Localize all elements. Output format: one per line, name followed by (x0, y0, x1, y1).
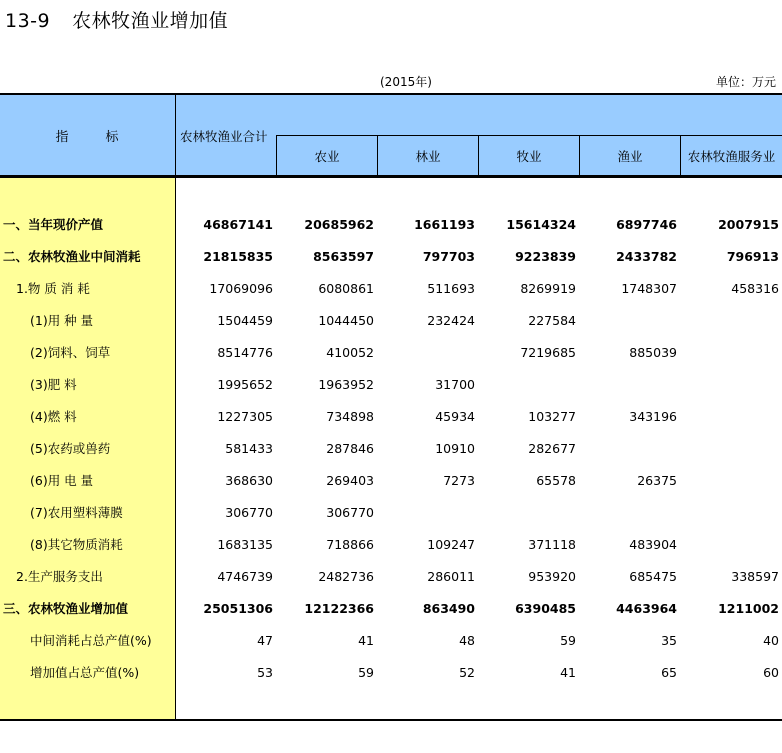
table-cell: 10910 (435, 441, 475, 456)
table-cell (679, 305, 779, 337)
table-cell: 6897746 (616, 217, 677, 232)
table-cell: 227584 (528, 313, 576, 328)
table-row (0, 625, 782, 657)
table-row (0, 529, 782, 561)
table-cell (476, 369, 576, 401)
table-row (0, 337, 782, 369)
table-cell: 458316 (731, 281, 779, 296)
header-forestry: 林业 (415, 148, 441, 164)
row-label: (5)农药或兽药 (30, 441, 111, 456)
table-cell: 797703 (422, 249, 475, 264)
row-label: (3)肥 料 (30, 377, 77, 392)
table-cell: 8563597 (313, 249, 374, 264)
table-cell: 581433 (225, 441, 273, 456)
header-animal-husbandry: 牧业 (516, 148, 542, 164)
row-label: (4)燃 料 (30, 409, 77, 424)
table-cell (679, 497, 779, 529)
row-label: 增加值占总产值(%) (30, 665, 140, 680)
row-label: (6)用 电 量 (30, 473, 94, 488)
table-cell: 483904 (629, 537, 677, 552)
row-label: 中间消耗占总产值(%) (30, 633, 152, 648)
table-number: 13-9 (5, 10, 51, 32)
table-row (0, 561, 782, 593)
table-cell: 371118 (528, 537, 576, 552)
table-cell (577, 433, 677, 465)
table-row (0, 593, 782, 625)
table-cell (679, 529, 779, 561)
table-cell: 4746739 (217, 569, 273, 584)
table-cell: 41 (560, 665, 576, 680)
row-label: 一、当年现价产值 (3, 217, 104, 232)
table-bottom-rule (0, 719, 782, 721)
table-title: 农林牧渔业增加值 (72, 10, 229, 32)
row-label: (8)其它物质消耗 (30, 537, 123, 552)
table-cell: 2433782 (616, 249, 677, 264)
header-agriculture: 农业 (314, 148, 340, 164)
table-cell: 7273 (443, 473, 475, 488)
table-row (0, 433, 782, 465)
row-label: (1)用 种 量 (30, 313, 94, 328)
table-cell: 65578 (536, 473, 576, 488)
table-cell: 15614324 (506, 217, 576, 232)
table-cell: 885039 (629, 345, 677, 360)
header-total: 农林牧渔业合计 (180, 129, 268, 144)
table-cell (476, 497, 576, 529)
table-cell: 410052 (326, 345, 374, 360)
table-cell: 8269919 (520, 281, 576, 296)
table-cell: 103277 (528, 409, 576, 424)
page-title (5, 6, 228, 33)
table-cell: 282677 (528, 441, 576, 456)
table-cell: 48 (459, 633, 475, 648)
table-cell (375, 497, 475, 529)
table-row (0, 497, 782, 529)
table-row (0, 465, 782, 497)
table-cell: 796913 (726, 249, 779, 264)
header-fishery: 渔业 (617, 148, 643, 164)
row-label: 二、农林牧渔业中间消耗 (3, 249, 141, 264)
table-cell: 109247 (427, 537, 475, 552)
table-cell: 35 (661, 633, 677, 648)
table-cell: 53 (257, 665, 273, 680)
table-cell: 21815835 (203, 249, 273, 264)
header-indicator-char: 标 (105, 129, 120, 145)
table-cell (577, 497, 677, 529)
table-row (0, 305, 782, 337)
table-cell: 26375 (637, 473, 677, 488)
table-cell: 306770 (225, 505, 273, 520)
table-cell: 511693 (427, 281, 475, 296)
table-year: (2015年) (380, 75, 432, 89)
table-cell: 8514776 (217, 345, 273, 360)
table-cell: 2482736 (318, 569, 374, 584)
table-cell: 59 (358, 665, 374, 680)
table-cell: 65 (661, 665, 677, 680)
table-cell: 953920 (528, 569, 576, 584)
table-row (0, 369, 782, 401)
table-cell: 9223839 (515, 249, 576, 264)
table-cell (679, 369, 779, 401)
table-cell (375, 337, 475, 369)
table-cell: 52 (459, 665, 475, 680)
table-cell: 1683135 (217, 537, 273, 552)
table-cell: 17069096 (209, 281, 273, 296)
table-cell: 20685962 (304, 217, 374, 232)
header-indicator (0, 95, 175, 175)
table-cell: 60 (763, 665, 779, 680)
row-label: (2)饲料、饲草 (30, 345, 111, 360)
table-cell: 232424 (427, 313, 475, 328)
row-label: 1.物 质 消 耗 (16, 281, 90, 296)
table-unit: 单位：万元 (715, 75, 776, 89)
table-cell (679, 401, 779, 433)
table-cell: 46867141 (203, 217, 273, 232)
table-cell: 286011 (427, 569, 475, 584)
table-cell: 59 (560, 633, 576, 648)
row-label: 2.生产服务支出 (16, 569, 103, 584)
table-cell: 1211002 (718, 601, 779, 616)
table-cell: 718866 (326, 537, 374, 552)
table-cell: 1995652 (217, 377, 273, 392)
table-cell: 1044450 (318, 313, 374, 328)
table-cell: 25051306 (203, 601, 273, 616)
table-cell: 1227305 (217, 409, 273, 424)
table-cell: 7219685 (520, 345, 576, 360)
table-cell (679, 337, 779, 369)
row-label: (7)农用塑料薄膜 (30, 505, 123, 520)
table-row (0, 401, 782, 433)
table-cell: 1963952 (318, 377, 374, 392)
table-cell (577, 305, 677, 337)
table-cell: 863490 (422, 601, 475, 616)
table-cell: 368630 (225, 473, 273, 488)
table-cell: 6390485 (515, 601, 576, 616)
table-cell: 1504459 (217, 313, 273, 328)
table-row (0, 273, 782, 305)
table-row (0, 241, 782, 273)
table-cell: 734898 (326, 409, 374, 424)
table-cell: 2007915 (718, 217, 779, 232)
table-cell: 4463964 (616, 601, 677, 616)
table-cell: 338597 (731, 569, 779, 584)
table-cell: 287846 (326, 441, 374, 456)
table-cell: 41 (358, 633, 374, 648)
table-cell: 1661193 (414, 217, 475, 232)
table-cell: 1748307 (621, 281, 677, 296)
table-cell (577, 369, 677, 401)
table-cell (679, 465, 779, 497)
table-cell: 685475 (629, 569, 677, 584)
header-indicator-char: 指 (55, 129, 70, 145)
table-cell: 40 (763, 633, 779, 648)
table-cell: 269403 (326, 473, 374, 488)
table-cell: 12122366 (304, 601, 374, 616)
row-label: 三、农林牧渔业增加值 (3, 601, 129, 616)
table-cell: 31700 (435, 377, 475, 392)
table-cell: 6080861 (318, 281, 374, 296)
table-cell: 343196 (629, 409, 677, 424)
header-bottom-rule (0, 175, 782, 178)
table-row (0, 209, 782, 241)
table-row (0, 657, 782, 689)
table-cell: 47 (257, 633, 273, 648)
table-cell (679, 433, 779, 465)
table-cell: 306770 (326, 505, 374, 520)
table-cell: 45934 (435, 409, 475, 424)
header-services: 农林牧渔服务业 (687, 148, 776, 164)
